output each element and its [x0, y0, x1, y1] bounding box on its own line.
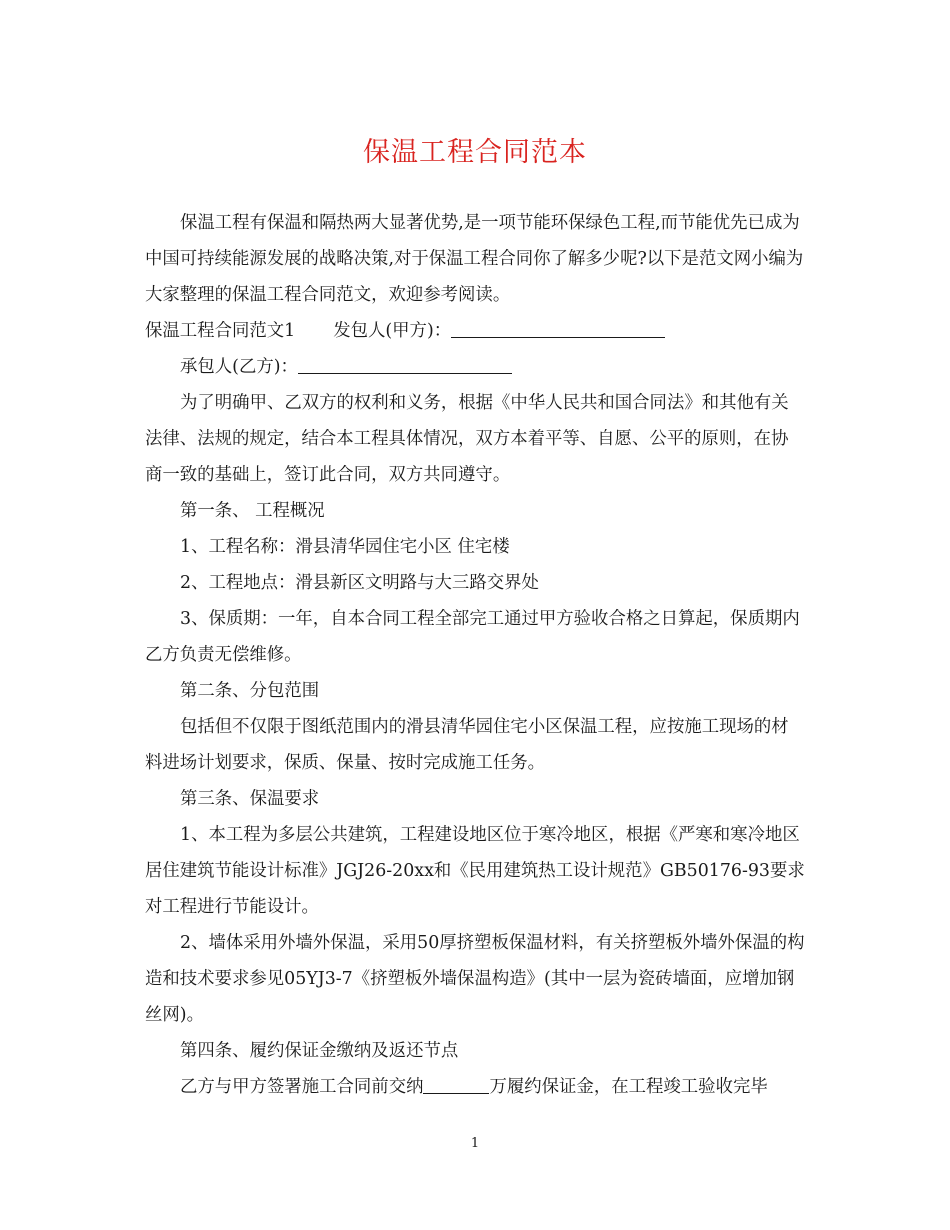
- party-a-label: 发包人(甲方)：: [333, 321, 452, 341]
- party-b-label: 承包人(乙方)：: [180, 357, 298, 377]
- sample-and-party-a-line: [145, 313, 805, 349]
- article1-item3: 3、保质期：一年，自本合同工程全部完工通过甲方验收合格之日算起，保质期内乙方负责无偿维修。: [145, 609, 800, 665]
- sample-label: 保温工程合同范文1: [145, 321, 296, 341]
- article1-item1: 1、工程名称：滑县清华园住宅小区 住宅楼: [180, 537, 510, 557]
- party-b-blank: [298, 355, 512, 374]
- intro-paragraph: 保温工程有保温和隔热两大显著优势,是一项节能环保绿色工程,而节能优先已成为中国可持续能源发展的战略决策,对于保温工程合同你了解多少呢?以下是范文网小编为大家整理的保温工程合同范文，欢迎参考阅读。: [145, 213, 804, 305]
- document-body: [145, 205, 805, 1105]
- deposit-amount-blank: [423, 1075, 489, 1094]
- article4-text-part2: 万履约保证金，在工程竣工验收完毕: [489, 1077, 768, 1097]
- preamble-paragraph: 为了明确甲、乙双方的权利和义务，根据《中华人民共和国合同法》和其他有关法律、法规的规定，结合本工程具体情况，双方本着平等、自愿、公平的原则，在协商一致的基础上，签订此合同，双方共同遵守。: [145, 393, 789, 485]
- article4-heading: 第四条、履约保证金缴纳及返还节点: [180, 1041, 459, 1061]
- article1-item2: 2、工程地点：滑县新区文明路与大三路交界处: [180, 573, 539, 593]
- article3-item1: 1、本工程为多层公共建筑，工程建设地区位于寒冷地区，根据《严寒和寒冷地区居住建筑节能设计标准》JGJ26-20xx和《民用建筑热工设计规范》GB50176-93要求对工程进行节能设计。: [145, 825, 805, 917]
- article2-paragraph: 包括但不仅限于图纸范围内的滑县清华园住宅小区保温工程，应按施工现场的材料进场计划要求，保质、保量、按时完成施工任务。: [145, 717, 789, 773]
- article1-heading: 第一条、 工程概况: [180, 501, 325, 521]
- party-b-line: [145, 349, 805, 385]
- document-title: 保温工程合同范本: [363, 137, 587, 168]
- party-a-blank: [451, 319, 665, 338]
- article2-heading: 第二条、分包范围: [180, 681, 320, 701]
- article3-heading: 第三条、保温要求: [180, 789, 320, 809]
- article3-item2: 2、墙体采用外墙外保温，采用50厚挤塑板保温材料，有关挤塑板外墙外保温的构造和技术要求参见05YJ3-7《挤塑板外墙保温构造》(其中一层为瓷砖墙面，应增加钢丝网)。: [145, 933, 805, 1025]
- page-number: 1: [470, 1136, 480, 1151]
- article4-paragraph: [145, 1069, 805, 1105]
- article4-text-part1: 乙方与甲方签署施工合同前交纳: [180, 1077, 424, 1097]
